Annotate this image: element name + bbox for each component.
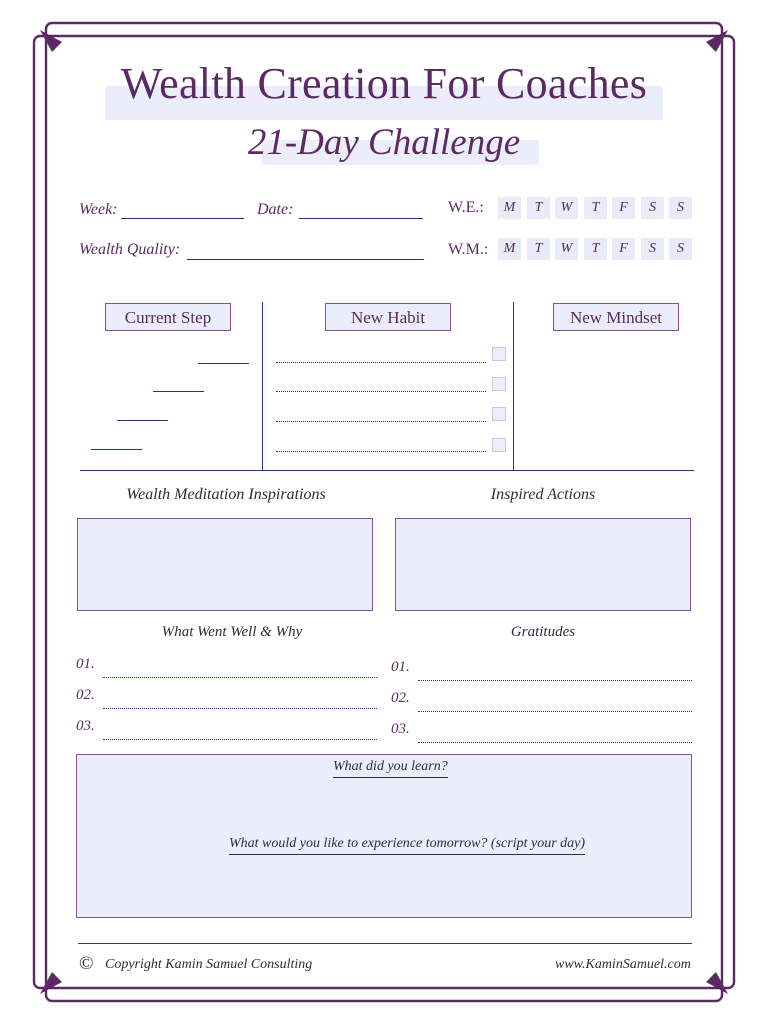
week-label: Week:: [79, 201, 118, 218]
gratitude-number-1: 01.: [391, 659, 410, 675]
copyright-text: Copyright Kamin Samuel Consulting: [105, 957, 313, 972]
gratitude-number-3: 03.: [391, 721, 410, 737]
date-field[interactable]: [299, 218, 423, 219]
went-well-number-2: 02.: [76, 687, 95, 703]
habit-line-4[interactable]: [276, 451, 486, 452]
gratitude-line-3[interactable]: [418, 742, 692, 743]
we-day-tue[interactable]: T: [527, 197, 550, 219]
wm-day-wed[interactable]: W: [555, 238, 578, 260]
gratitudes-heading: Gratitudes: [510, 624, 576, 640]
new-mindset-label: New Mindset: [553, 303, 679, 331]
week-field[interactable]: [121, 218, 244, 219]
wm-day-fri[interactable]: F: [612, 238, 635, 260]
steps-divider-right: [513, 302, 514, 470]
date-label: Date:: [257, 201, 294, 218]
went-well-number-1: 01.: [76, 656, 95, 672]
went-well-line-1[interactable]: [103, 677, 377, 678]
actions-box[interactable]: [395, 518, 691, 611]
steps-divider-left: [262, 302, 263, 470]
wm-day-mon[interactable]: M: [498, 238, 521, 260]
habit-line-1[interactable]: [276, 362, 486, 363]
habit-checkbox-2[interactable]: [492, 377, 506, 391]
habit-checkbox-4[interactable]: [492, 438, 506, 452]
stair-step-1[interactable]: [198, 363, 249, 364]
went-well-number-3: 03.: [76, 718, 95, 734]
we-day-wed[interactable]: W: [555, 197, 578, 219]
we-day-mon[interactable]: M: [498, 197, 521, 219]
wealth-quality-field[interactable]: [187, 259, 424, 260]
went-well-heading: What Went Well & Why: [161, 624, 303, 640]
went-well-line-2[interactable]: [103, 708, 377, 709]
habit-checkbox-1[interactable]: [492, 347, 506, 361]
wm-day-tue[interactable]: T: [527, 238, 550, 260]
page-subtitle: 21-Day Challenge: [247, 122, 521, 163]
wm-day-thu[interactable]: T: [584, 238, 607, 260]
habit-line-2[interactable]: [276, 391, 486, 392]
gratitude-line-2[interactable]: [418, 711, 692, 712]
gratitude-number-2: 02.: [391, 690, 410, 706]
stair-step-3[interactable]: [117, 420, 168, 421]
habit-checkbox-3[interactable]: [492, 407, 506, 421]
wm-day-sun[interactable]: S: [669, 238, 692, 260]
meditation-box[interactable]: [77, 518, 373, 611]
website-link[interactable]: www.KaminSamuel.com: [555, 957, 691, 972]
stair-step-2[interactable]: [153, 391, 204, 392]
went-well-line-3[interactable]: [103, 739, 377, 740]
wealth-quality-label: Wealth Quality:: [79, 241, 181, 258]
page-title: Wealth Creation For Coaches: [120, 59, 648, 108]
wm-day-sat[interactable]: S: [641, 238, 664, 260]
learn-prompt: What did you learn?: [333, 759, 448, 778]
stair-step-4[interactable]: [91, 449, 142, 450]
we-day-sat[interactable]: S: [641, 197, 664, 219]
we-day-thu[interactable]: T: [584, 197, 607, 219]
meditation-heading: Wealth Meditation Inspirations: [126, 486, 326, 503]
new-habit-label: New Habit: [325, 303, 451, 331]
gratitude-line-1[interactable]: [418, 680, 692, 681]
wm-label: W.M.:: [448, 241, 489, 258]
we-day-fri[interactable]: F: [612, 197, 635, 219]
footer-rule: [78, 943, 692, 944]
habit-line-3[interactable]: [276, 421, 486, 422]
tomorrow-prompt: What would you like to experience tomorrow? (script your day): [229, 836, 585, 855]
we-label: W.E.:: [448, 199, 484, 216]
steps-bottom-rule: [80, 470, 694, 471]
we-day-sun[interactable]: S: [669, 197, 692, 219]
current-step-label: Current Step: [105, 303, 231, 331]
actions-heading: Inspired Actions: [490, 486, 596, 503]
copyright-icon: ©: [79, 953, 94, 974]
